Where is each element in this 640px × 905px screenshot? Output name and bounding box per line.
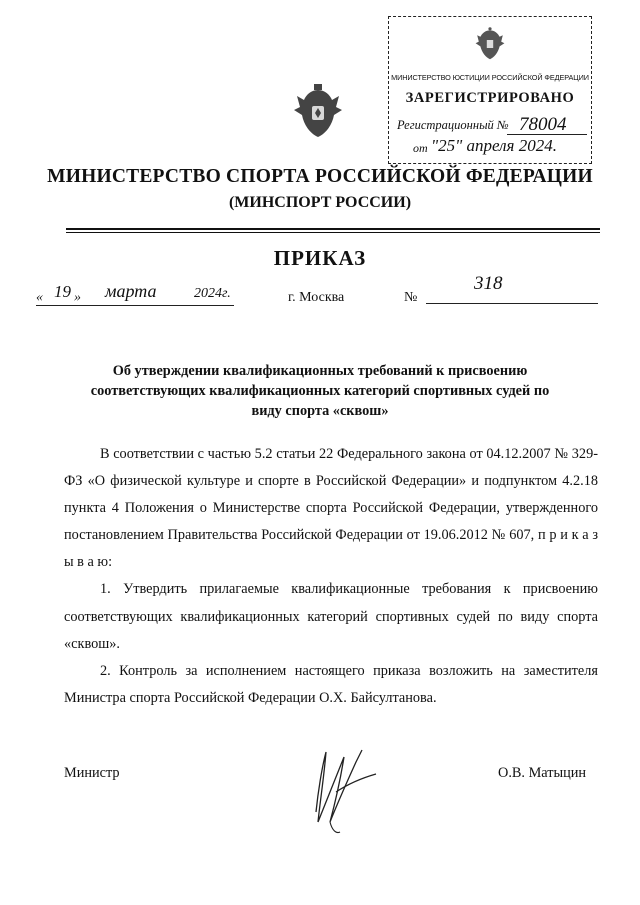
- header-divider-thin: [66, 232, 600, 233]
- order-date-day: 19: [54, 282, 71, 301]
- body-paragraph-item-2: 2. Контроль за исполнением настоящего приказа возложить на заместителя Министра спорта Российской Федерации О.Х. Байсултанова.: [64, 662, 598, 706]
- order-date-month: марта: [105, 281, 157, 301]
- order-title: ПРИКАЗ: [273, 246, 367, 270]
- order-city: г. Москва: [288, 290, 345, 305]
- stamp-registered-label: ЗАРЕГИСТРИРОВАНО: [405, 90, 575, 106]
- stamp-regnum-label: Регистрационный №: [397, 118, 509, 132]
- ministry-subtitle: (МИНСПОРТ РОССИИ): [228, 194, 412, 211]
- date-underline: [36, 305, 234, 306]
- ministry-title: МИНИСТЕРСТВО СПОРТА РОССИЙСКОЙ ФЕДЕРАЦИИ: [47, 166, 593, 187]
- order-subject: Об утверждении квалификационных требований к присвоению соответствующих квалификационных категорий спортивных судей по виду спорта «сквош»: [90, 363, 550, 419]
- body-paragraph-item-1: 1. Утвердить прилагаемые квалификационные требования к присвоению соответствующих квалификационных категорий спортивных судей по виду спорта «сквош».: [64, 581, 598, 652]
- order-number-underline: [426, 303, 598, 304]
- double-headed-eagle-emblem-icon: [292, 82, 344, 142]
- signatory-name: О.В. Матыцин: [498, 765, 587, 781]
- stamp-emblem-icon: [474, 25, 506, 63]
- stamp-regnum-value: 78004: [519, 114, 567, 135]
- stamp-date-value: "25" апреля 2024.: [431, 136, 557, 155]
- order-number-value: 318: [474, 273, 503, 294]
- order-body: [64, 441, 598, 712]
- signatory-title: Министр: [64, 765, 120, 781]
- header-divider-thick: [66, 228, 600, 230]
- stamp-ministry-name: МИНИСТЕРСТВО ЮСТИЦИИ РОССИЙСКОЙ ФЕДЕРАЦИИ: [391, 73, 589, 82]
- stamp-date-prefix: от: [413, 141, 428, 155]
- order-date-year: 2024г.: [194, 286, 231, 301]
- body-paragraph-preamble: В соответствии с частью 5.2 статьи 22 Федерального закона от 04.12.2007 № 329-ФЗ «О физической культуре и спорте в Российской Федерации» и подпунктом 4.2.18 пункта 4 Положения о Министерстве спорта Российской Федерации, утвержденного постановлением Правительства Российской Федерации от 19.06.2012 № 607, п р и к а з ы в а ю:: [64, 446, 598, 571]
- date-quote-close: »: [74, 290, 81, 305]
- order-number-label: №: [404, 290, 418, 305]
- handwritten-signature: [296, 722, 396, 842]
- date-quote-open: «: [36, 290, 43, 305]
- registration-stamp: [388, 16, 592, 164]
